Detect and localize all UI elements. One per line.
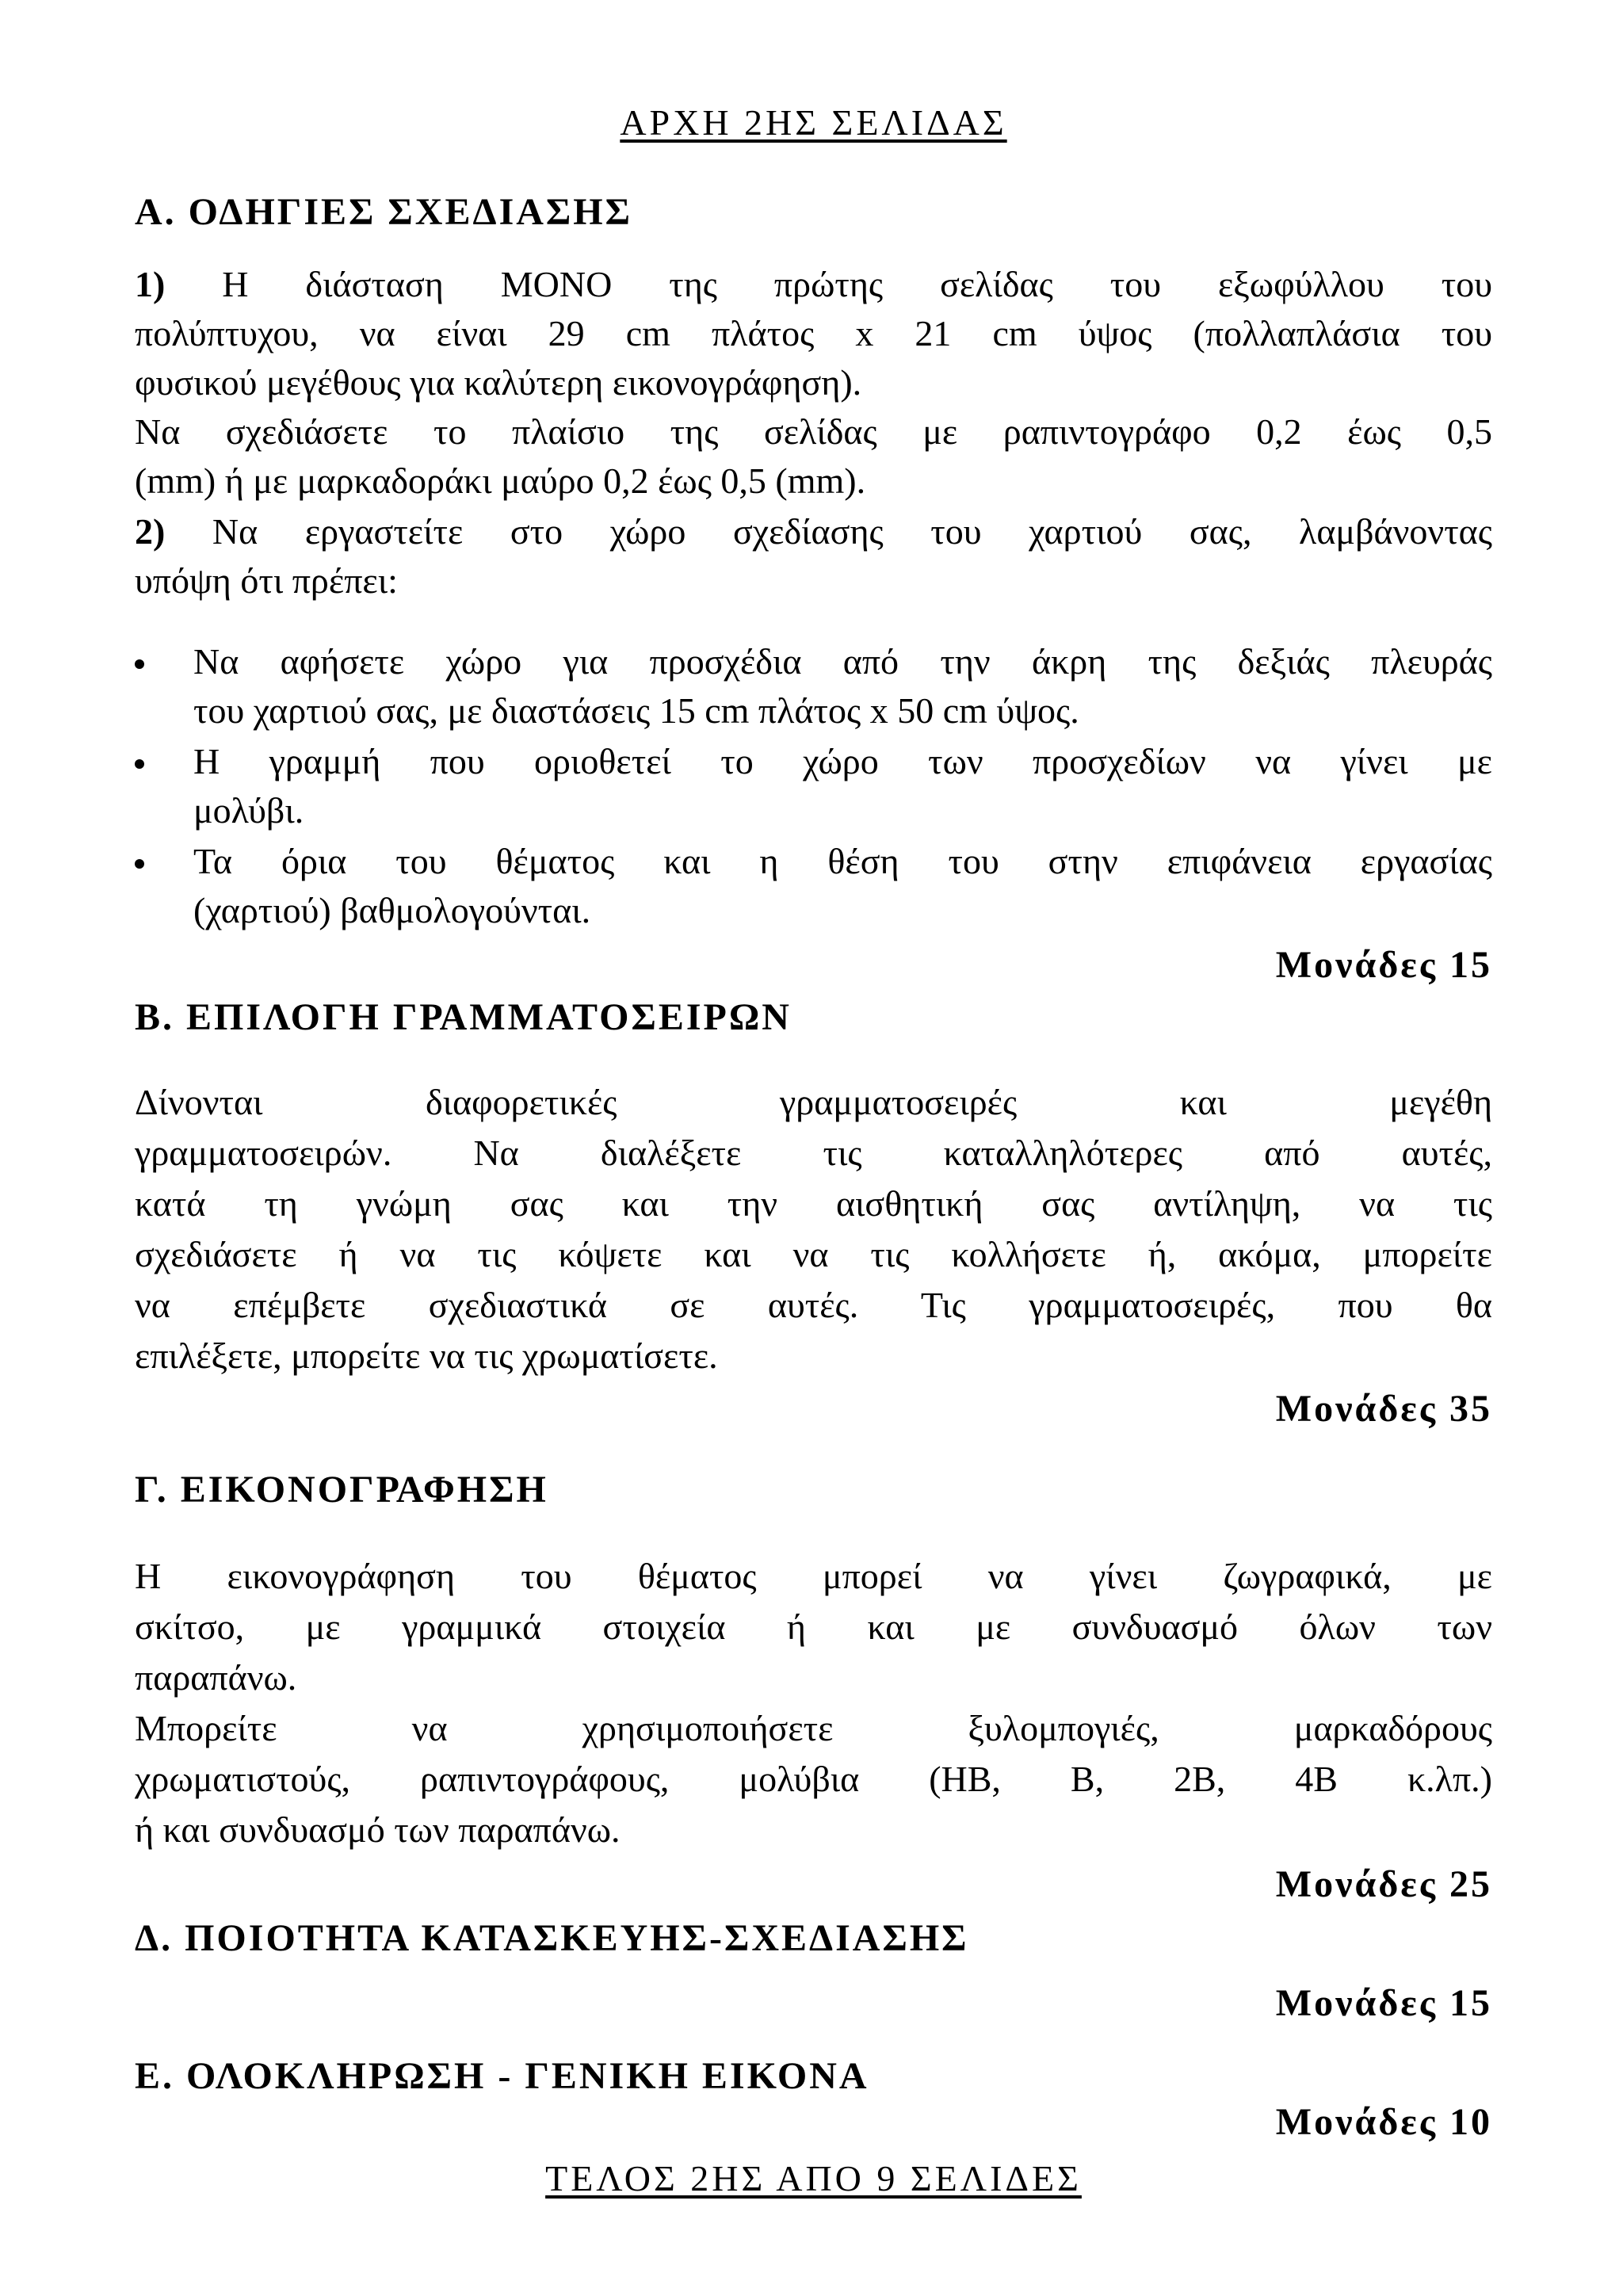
section-a-item1-line2: πολύπτυχου, να είναι 29 cm πλάτος x 21 cm ύψος (πολλαπλάσια του (135, 313, 1492, 353)
section-b-line5: να επέμβετε σχεδιαστικά σε αυτές. Τις γραμματοσειρές, που θα (135, 1285, 1492, 1325)
section-c-line1: Η εικονογράφηση του θέματος μπορεί να γίνει ζωγραφικά, με (135, 1556, 1492, 1596)
section-e-heading: Ε. ΟΛΟΚΛΗΡΩΣΗ - ΓΕΝΙΚΗ ΕΙΚΟΝΑ (135, 2055, 869, 2097)
section-c-line6: ή και συνδυασμό των παραπάνω. (135, 1809, 621, 1850)
section-a-item1-line4: Να σχεδιάσετε το πλαίσιο της σελίδας με ραπιντογράφο 0,2 έως 0,5 (135, 411, 1492, 452)
section-a-item1-line1 (135, 260, 1492, 309)
section-a-item2-line2: υπόψη ότι πρέπει: (135, 560, 398, 601)
section-b-marks: Μονάδες 35 (1275, 1388, 1492, 1430)
section-c-line5: χρωματιστούς, ραπιντογράφους, μολύβια (HB, B, 2B, 4B κ.λπ.) (135, 1759, 1492, 1799)
item1-text: Η διάσταση ΜΟΝΟ της πρώτης σελίδας του εξωφύλλου του (222, 264, 1492, 304)
bullet-2-line1: Η γραμμή που οριοθετεί το χώρο των προσχεδίων να γίνει με (193, 741, 1492, 781)
section-a-marks: Μονάδες 15 (1275, 944, 1492, 986)
document-page (135, 0, 1492, 2296)
bullet-dot (135, 859, 144, 869)
bullet-dot (135, 759, 144, 769)
section-b-heading: Β. ΕΠΙΛΟΓΗ ΓΡΑΜΜΑΤΟΣΕΙΡΩΝ (135, 996, 792, 1038)
page-footer-text: ΤΕΛΟΣ 2ΗΣ ΑΠΟ 9 ΣΕΛΙΔΕΣ (545, 2158, 1082, 2199)
section-b-line4: σχεδιάσετε ή να τις κόψετε και να τις κολλήσετε ή, ακόμα, μπορείτε (135, 1234, 1492, 1274)
bullet-3-line2: (χαρτιού) βαθμολογούνται. (193, 890, 591, 930)
section-b-line1: Δίνονται διαφορετικές γραμματοσειρές και μεγέθη (135, 1082, 1492, 1122)
bullet-1-line2: του χαρτιού σας, με διαστάσεις 15 cm πλάτος x 50 cm ύψος. (193, 690, 1079, 731)
section-a-item1-line3: φυσικού μεγέθους για καλύτερη εικονογράφηση). (135, 362, 862, 403)
section-c-heading: Γ. ΕΙΚΟΝΟΓΡΑΦΗΣΗ (135, 1469, 548, 1511)
bullet-1-line1: Να αφήσετε χώρο για προσχέδια από την άκρη της δεξιάς πλευράς (193, 641, 1492, 682)
item2-number: 2) (135, 511, 166, 552)
section-a-item1-line5: (mm) ή με μαρκαδοράκι μαύρο 0,2 έως 0,5 (mm). (135, 460, 866, 501)
bullet-3-line1: Τα όρια του θέματος και η θέση του στην επιφάνεια εργασίας (193, 841, 1492, 881)
section-a-heading: Α. ΟΔΗΓΙΕΣ ΣΧΕΔΙΑΣΗΣ (135, 191, 633, 233)
section-b-line2: γραμματοσειρών. Να διαλέξετε τις καταλληλότερες από αυτές, (135, 1133, 1492, 1173)
section-c-line3: παραπάνω. (135, 1657, 297, 1698)
section-e-marks: Μονάδες 10 (1275, 2101, 1492, 2143)
page-header (135, 101, 1492, 143)
section-d-heading: Δ. ΠΟΙΟΤΗΤΑ ΚΑΤΑΣΚΕΥΗΣ-ΣΧΕΔΙΑΣΗΣ (135, 1917, 969, 1959)
section-c-line2: σκίτσο, με γραμμικά στοιχεία ή και με συνδυασμό όλων των (135, 1606, 1492, 1647)
section-b-line3: κατά τη γνώμη σας και την αισθητική σας αντίληψη, να τις (135, 1183, 1492, 1224)
item2-text: Να εργαστείτε στο χώρο σχεδίασης του χαρτιού σας, λαμβάνοντας (212, 511, 1492, 552)
page-header-text: ΑΡΧΗ 2ΗΣ ΣΕΛΙΔΑΣ (620, 102, 1007, 143)
section-c-line4: Μπορείτε να χρησιμοποιήσετε ξυλομπογιές, μαρκαδόρους (135, 1708, 1492, 1748)
page-footer (135, 2157, 1492, 2199)
section-a-item2-line1 (135, 507, 1492, 556)
section-c-marks: Μονάδες 25 (1275, 1863, 1492, 1905)
item1-number: 1) (135, 264, 166, 304)
section-d-marks: Μονάδες 15 (1275, 1982, 1492, 2024)
bullet-2-line2: μολύβι. (193, 790, 304, 831)
section-b-line6: επιλέξετε, μπορείτε να τις χρωματίσετε. (135, 1335, 718, 1376)
bullet-dot (135, 659, 144, 669)
